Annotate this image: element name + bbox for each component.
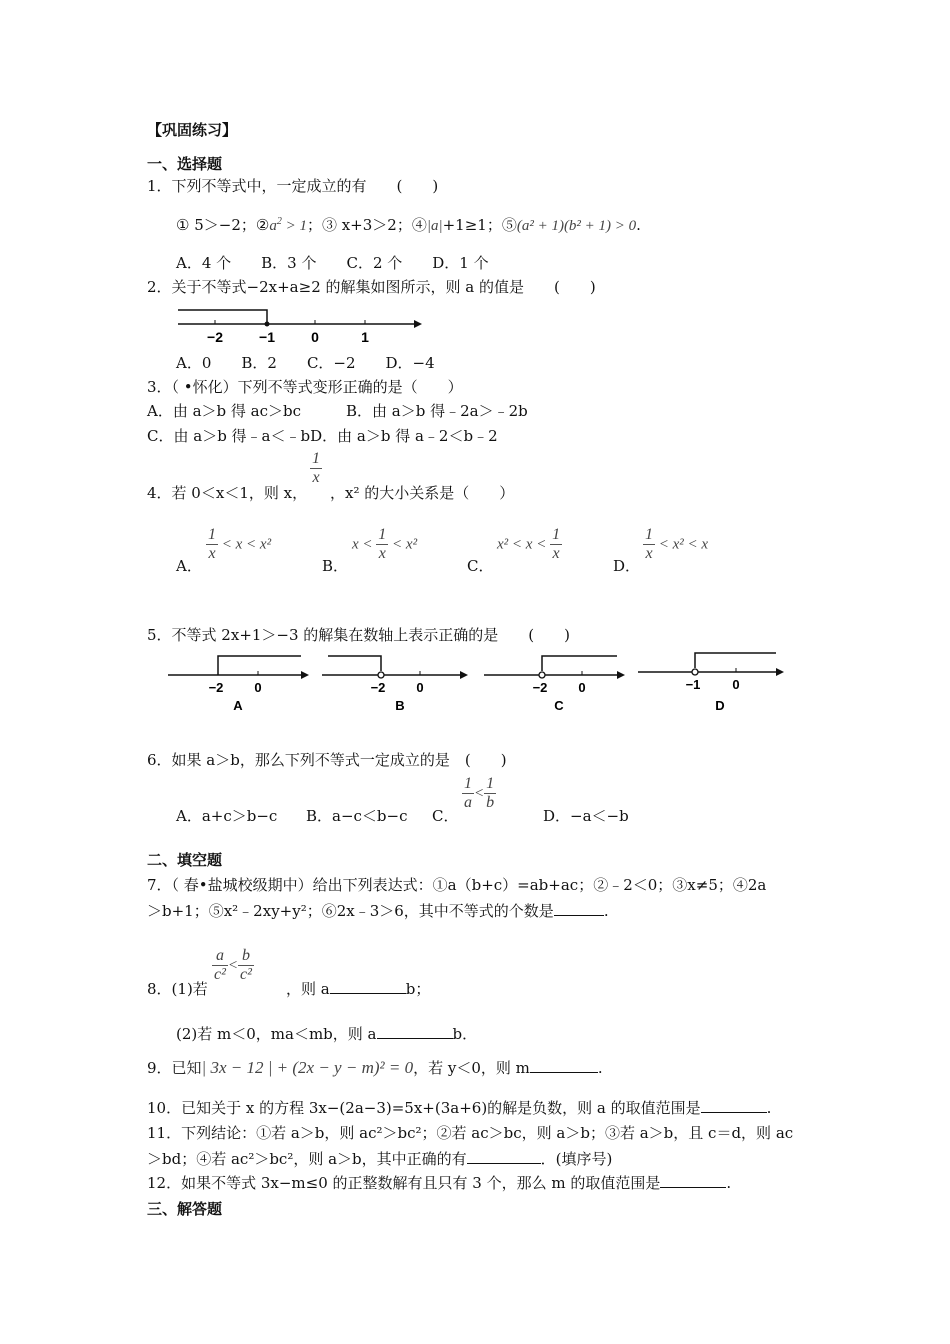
q11-answer-blank[interactable] bbox=[467, 1149, 541, 1164]
q8-end: b； bbox=[405, 980, 431, 998]
q5b-arrow bbox=[460, 671, 468, 679]
q6c-frac1 bbox=[462, 775, 474, 812]
q8-num2: b bbox=[238, 947, 254, 966]
q4c-den: x bbox=[552, 545, 560, 562]
q5-stem: 5．不等式 2x+1＞−3 的解集在数轴上表示正确的是 ( ) bbox=[147, 626, 571, 644]
q4-label-a: A． bbox=[176, 557, 202, 575]
q5c-right-label: 0 bbox=[578, 680, 586, 695]
q3-stem: 3．（ •怀化）下列不等式变形正确的是（ ） bbox=[147, 378, 463, 396]
q5-axis-b bbox=[320, 650, 470, 714]
q2-tick-label: −2 bbox=[207, 329, 223, 345]
q5c-caption: C bbox=[554, 698, 564, 713]
q6-option-b: B．a−c＜b−c bbox=[306, 807, 408, 825]
q6-option-c-expr bbox=[462, 775, 496, 812]
q8-frac1 bbox=[212, 947, 228, 984]
q5b-caption: B bbox=[395, 698, 405, 713]
q4-option-d bbox=[643, 526, 708, 563]
q7-end: . bbox=[603, 902, 609, 920]
q1-stem: 1．下列不等式中，一定成立的有 ( ) bbox=[147, 177, 439, 195]
q9-answer-blank[interactable] bbox=[530, 1058, 598, 1073]
part3-heading: 三、解答题 bbox=[147, 1200, 223, 1218]
q10-answer-blank[interactable] bbox=[701, 1098, 767, 1113]
part2-heading: 二、填空题 bbox=[147, 851, 223, 869]
q6c-lt: < bbox=[474, 785, 485, 802]
q2-stem: 2．关于不等式−2x+a≥2 的解集如图所示，则 a 的值是 ( ) bbox=[147, 278, 596, 296]
q4d-den: x bbox=[645, 545, 653, 562]
q2-number-line bbox=[178, 304, 428, 348]
q2-solution-bracket bbox=[178, 310, 267, 324]
q12-text: 12．如果不等式 3x−m≤0 的正整数解有且只有 3 个，那么 m 的取值范围是 bbox=[147, 1174, 661, 1192]
q5d-caption: D bbox=[715, 698, 725, 713]
q7-line1: 7．（ 春•盐城校级期中）给出下列表达式：①a（b+c）=ab+ac；②﹣2＜0；③x≠5；④2a bbox=[147, 876, 767, 894]
q4d-lt2: < bbox=[683, 536, 702, 553]
q5d-left-label: −1 bbox=[685, 677, 701, 692]
q6c-frac2 bbox=[484, 775, 496, 812]
q5-axis-a bbox=[166, 650, 311, 714]
q4a-frac bbox=[206, 526, 218, 563]
q4c-x: x bbox=[525, 536, 533, 553]
q8-post bbox=[286, 979, 430, 999]
q1-options: A．4 个 B．3 个 C．2 个 D．1 个 bbox=[176, 254, 489, 272]
q12-answer-blank[interactable] bbox=[660, 1173, 726, 1188]
q4d-x2: x² bbox=[672, 536, 684, 553]
q4d-lt: < bbox=[655, 536, 673, 553]
q12-line bbox=[147, 1173, 731, 1193]
q8-l2-text: (2)若 m＜0，ma＜mb，则 a bbox=[176, 1025, 377, 1043]
q6-option-d: D．−a＜−b bbox=[543, 807, 629, 825]
q5d-right-label: 0 bbox=[732, 677, 740, 692]
q4-stem-pre: 4．若 0＜x＜1，则 x， bbox=[147, 484, 308, 502]
q8-frac2 bbox=[238, 947, 254, 984]
q8-post-text: ，则 a bbox=[286, 980, 330, 998]
q8-answer-blank-1[interactable] bbox=[330, 979, 406, 994]
q5-axis-c bbox=[482, 650, 627, 714]
q4-label-b: B． bbox=[322, 557, 349, 575]
q2-solid-dot bbox=[265, 322, 270, 327]
q11-text: ＞bd；④若 ac²＞bc²，则 a＞b，其中正确的有 bbox=[147, 1150, 467, 1168]
q4a-num: 1 bbox=[208, 526, 216, 543]
q4a-lt: < bbox=[218, 536, 236, 553]
q5-axis-d bbox=[636, 650, 786, 714]
q1-cond4-abs: |a| bbox=[426, 218, 443, 234]
q5b-open-dot bbox=[378, 672, 384, 678]
q4c-num: 1 bbox=[552, 526, 561, 543]
q5c-bracket bbox=[542, 656, 617, 671]
q8-den1: c² bbox=[214, 966, 226, 983]
q4-option-c bbox=[497, 526, 562, 563]
q11-line2 bbox=[147, 1149, 612, 1169]
q4-label-c: C． bbox=[467, 557, 494, 575]
q11-end: ．(填序号) bbox=[540, 1150, 613, 1168]
q1-cond4-rest: +1≥1；⑤ bbox=[442, 216, 517, 234]
q7-answer-blank[interactable] bbox=[554, 901, 604, 916]
q4d-x: x bbox=[701, 536, 709, 553]
q4c-lt: < bbox=[508, 536, 526, 553]
q5c-arrow bbox=[617, 671, 625, 679]
q5b-bracket bbox=[328, 656, 381, 671]
q8-answer-blank-2[interactable] bbox=[377, 1024, 453, 1039]
q5a-caption: A bbox=[233, 698, 243, 713]
q8-num1: a bbox=[212, 947, 228, 966]
q4-option-b bbox=[352, 526, 417, 563]
q6c-num1: 1 bbox=[464, 775, 472, 792]
q4-frac-num: 1 bbox=[312, 450, 320, 467]
q5d-bracket bbox=[695, 653, 776, 668]
q4d-frac bbox=[643, 526, 655, 563]
part1-heading: 一、选择题 bbox=[147, 155, 223, 173]
q1-cond1: ① 5＞−2；② bbox=[176, 216, 270, 234]
q1-cond2-exp: 2 bbox=[276, 216, 282, 227]
q4d-num: 1 bbox=[645, 526, 653, 543]
q1-cond3: ；③ x+3＞2；④ bbox=[306, 216, 427, 234]
q4b-lt: < bbox=[358, 536, 377, 553]
q10-text: 10．已知关于 x 的方程 3x−(2a−3)=5x+(3a+6)的解是负数，则 a 的取值范围是 bbox=[147, 1099, 701, 1117]
q4b-lt2: < bbox=[388, 536, 406, 553]
q4a-lt2: < bbox=[242, 536, 260, 553]
q11-line1: 11．下列结论：①若 a＞b，则 ac²＞bc²；②若 ac＞bc，则 a＞b；③若 a＞b，且 c＝d，则 ac bbox=[147, 1124, 794, 1142]
q6c-den1: a bbox=[464, 794, 472, 811]
q8-l2-end: b． bbox=[452, 1025, 478, 1043]
q2-tick-label: 1 bbox=[361, 329, 369, 345]
q7-line2 bbox=[147, 901, 609, 921]
q3-option-cd: C．由 a＞b 得﹣a＜﹣bD．由 a＞b 得 a﹣2＜b﹣2 bbox=[147, 427, 498, 445]
q5a-left-label: −2 bbox=[208, 680, 224, 695]
q9-end: . bbox=[597, 1059, 603, 1077]
q1-cond5: (a² + 1)(b² + 1) > 0 bbox=[516, 218, 637, 234]
q3-option-a: A．由 a＞b 得 ac＞bc bbox=[147, 402, 302, 420]
q3-option-b: B．由 a＞b 得﹣2a＞﹣2b bbox=[346, 402, 528, 420]
q9-post: ，若 y＜0，则 m bbox=[413, 1059, 530, 1077]
q8-line2 bbox=[176, 1024, 477, 1044]
q4c-lt2: < bbox=[532, 536, 551, 553]
q4-frac-den: x bbox=[312, 469, 320, 486]
q4b-frac bbox=[376, 526, 388, 563]
q4b-num: 1 bbox=[378, 526, 387, 543]
q4a-x: x bbox=[235, 536, 243, 553]
q4a-den: x bbox=[208, 545, 216, 562]
q9-expr: | 3x − 12 | + (2x − y − m)² = 0 bbox=[201, 1058, 414, 1077]
q6-option-c-label: C． bbox=[432, 807, 459, 825]
q2-options: A．0 B．2 C．−2 D．−4 bbox=[176, 354, 435, 372]
q4-option-a bbox=[206, 526, 271, 563]
q5a-bracket bbox=[218, 656, 301, 675]
q4c-x2: x² bbox=[497, 536, 509, 553]
q6c-num2: 1 bbox=[486, 775, 495, 792]
q6c-den2: b bbox=[486, 794, 495, 811]
q4a-x2: x² bbox=[259, 536, 272, 553]
q2-tick-label: −1 bbox=[259, 329, 275, 345]
q4b-den: x bbox=[378, 545, 386, 562]
q9-line bbox=[147, 1058, 603, 1078]
q10-line bbox=[147, 1098, 771, 1118]
q4-fraction-1-over-x bbox=[310, 450, 322, 487]
q1-cond2-rest: > 1 bbox=[281, 218, 307, 234]
q8-den2: c² bbox=[240, 966, 252, 983]
q5c-open-dot bbox=[539, 672, 545, 678]
q2-arrow bbox=[414, 320, 422, 328]
q2-tick-label: 0 bbox=[311, 329, 319, 345]
q10-end: . bbox=[766, 1099, 772, 1117]
q4-stem-post: ，x² 的大小关系是（ ） bbox=[330, 484, 515, 502]
q8-pre: 8．(1)若 bbox=[147, 980, 208, 998]
q9-pre: 9．已知 bbox=[147, 1059, 202, 1077]
q1-end: . bbox=[636, 216, 641, 234]
q12-end: . bbox=[726, 1174, 732, 1192]
q4c-frac bbox=[550, 526, 562, 563]
q1-conditions bbox=[176, 215, 641, 236]
q5d-arrow bbox=[776, 668, 784, 676]
q5b-left-label: −2 bbox=[370, 680, 386, 695]
q6-stem: 6．如果 a＞b，那么下列不等式一定成立的是 ( ) bbox=[147, 751, 507, 769]
q6-option-a: A．a+c＞b−c bbox=[176, 807, 278, 825]
q4b-x: x bbox=[352, 536, 359, 553]
q1-cond2-var: a bbox=[269, 218, 277, 234]
q5c-left-label: −2 bbox=[532, 680, 548, 695]
q7-text: ＞b+1；⑤x²﹣2xy+y²；⑥2x﹣3＞6，其中不等式的个数是 bbox=[147, 902, 554, 920]
q5a-arrow bbox=[301, 671, 309, 679]
q5a-right-label: 0 bbox=[254, 680, 262, 695]
q5d-open-dot bbox=[692, 669, 698, 675]
section-title: 【巩固练习】 bbox=[147, 121, 238, 139]
q4b-x2: x² bbox=[405, 536, 418, 553]
q5b-right-label: 0 bbox=[416, 680, 424, 695]
q8-lt: < bbox=[227, 957, 239, 974]
q4-label-d: D． bbox=[613, 557, 641, 575]
q8-expr bbox=[212, 947, 254, 984]
